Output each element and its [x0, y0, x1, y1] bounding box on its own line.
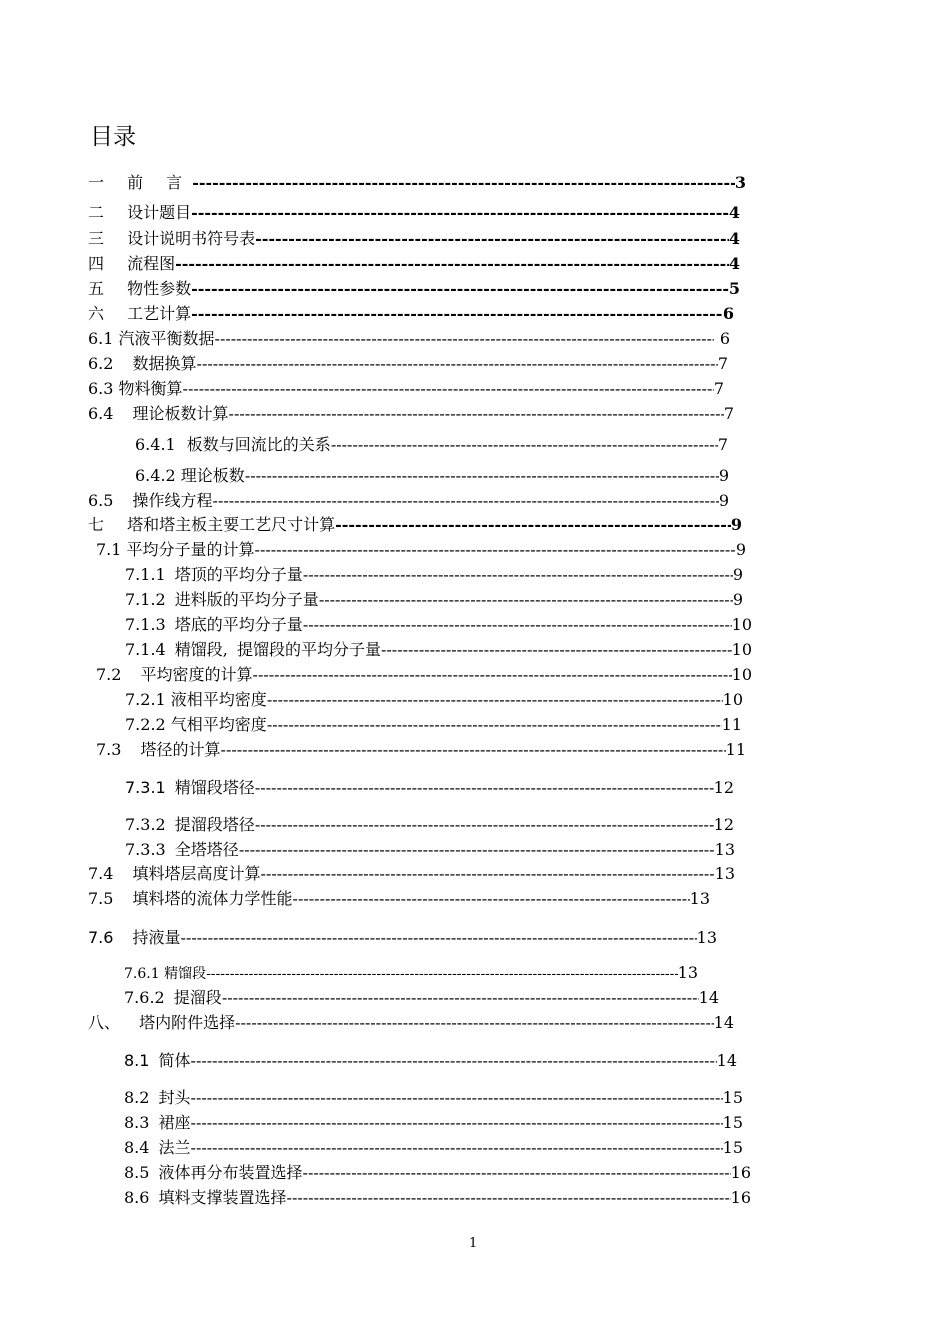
- toc-entry-label: 7.2 平均密度的计算: [96, 665, 253, 684]
- toc-page-number: 4: [728, 229, 740, 248]
- toc-leader: [221, 740, 726, 760]
- toc-leader: [215, 329, 714, 349]
- page-number: 1: [469, 1236, 478, 1251]
- toc-entry-label: 五 物性参数: [88, 279, 192, 298]
- toc-entry-7-6-1[interactable]: [124, 963, 698, 985]
- toc-entry-7-3-3[interactable]: [125, 840, 735, 862]
- toc-entry-label: 6.2 数据换算: [88, 354, 197, 373]
- toc-entry-8-4[interactable]: [124, 1138, 743, 1160]
- toc-leader: [191, 279, 729, 299]
- page-title: 目录: [90, 124, 136, 150]
- toc-leader: [191, 203, 729, 223]
- toc-page-number: 11: [725, 740, 746, 759]
- toc-page-number: 15: [722, 1113, 743, 1132]
- toc-page-number: 9: [735, 540, 746, 559]
- toc-entry-label: 6.3 物料衡算: [88, 379, 183, 398]
- toc-entry-6-4-2[interactable]: [135, 466, 729, 488]
- toc-leader: [267, 690, 723, 710]
- toc-entry-label: 四 流程图: [88, 254, 176, 273]
- toc-entry-7-2[interactable]: [96, 665, 752, 687]
- toc-page-number: 14: [716, 1051, 737, 1070]
- toc-entry-label: 7.2.2 气相平均密度: [125, 715, 267, 734]
- toc-entry-8-2[interactable]: [124, 1088, 743, 1110]
- toc-leader: [239, 840, 715, 860]
- toc-page-number: 4: [728, 254, 740, 273]
- toc-entry-7-2-2[interactable]: [125, 715, 742, 737]
- toc-entry-label: 8.1 简体: [124, 1051, 191, 1070]
- toc-entry-label: 一 前 言: [88, 173, 183, 192]
- toc-entry-8-6[interactable]: [124, 1188, 751, 1210]
- toc-entry-label: 7.1.2 进料版的平均分子量: [125, 590, 319, 609]
- toc-entry-design-topic[interactable]: [88, 203, 740, 225]
- toc-leader: [183, 379, 714, 399]
- toc-page-number: 14: [698, 988, 719, 1007]
- toc-entry-label: 7.6.2 提溜段: [124, 988, 222, 1007]
- toc-entry-6-1[interactable]: [88, 329, 730, 351]
- toc-leader: [261, 864, 715, 884]
- toc-entry-label: 8.4 法兰: [124, 1138, 191, 1157]
- toc-leader: [235, 1013, 714, 1033]
- toc-entry-7-1[interactable]: [96, 540, 746, 562]
- toc-entry-label: 二 设计题目: [88, 203, 192, 222]
- toc-leader: [253, 665, 732, 685]
- toc-entry-7-1-2[interactable]: [125, 590, 743, 612]
- toc-entry-chapter-7[interactable]: [88, 515, 742, 537]
- toc-entry-6-3[interactable]: [88, 379, 724, 401]
- toc-entry-label: 八、 塔内附件选择: [88, 1013, 236, 1032]
- toc-entry-label: 7.6.1 精馏段: [124, 966, 207, 982]
- toc-page-number: 7: [717, 354, 728, 373]
- toc-entry-label: 7.1.4 精馏段, 提馏段的平均分子量: [125, 640, 381, 659]
- toc-entry-6-4[interactable]: [88, 404, 734, 426]
- toc-leader: [303, 565, 733, 585]
- toc-leader: [303, 1163, 731, 1183]
- toc-entry-label: 7.1.3 塔底的平均分子量: [125, 615, 303, 634]
- toc-entry-7-3[interactable]: [96, 740, 746, 762]
- toc-page-number: 12: [713, 815, 734, 834]
- toc-entry-label: 8.5 液体再分布装置选择: [124, 1163, 303, 1182]
- toc-page-number: 13: [714, 864, 735, 883]
- toc-entry-7-5[interactable]: [88, 889, 710, 911]
- toc-page-number: 13: [677, 963, 698, 982]
- toc-entry-7-3-2[interactable]: [125, 815, 734, 837]
- toc-entry-label: 7.6 持液量: [88, 928, 181, 947]
- toc-entry-8-3[interactable]: [124, 1113, 743, 1135]
- toc-page-number: 16: [730, 1163, 751, 1182]
- toc-page-number: 9: [718, 466, 729, 485]
- toc-page-number: 9: [730, 515, 742, 534]
- toc-entry-label: 三 设计说明书符号表: [88, 229, 256, 248]
- toc-entry-label: 8.3 裙座: [124, 1113, 191, 1132]
- toc-leader: [245, 466, 719, 486]
- toc-leader: [191, 1088, 723, 1108]
- toc-page-number: 13: [696, 928, 717, 947]
- toc-entry-label: 7.2.1 液相平均密度: [125, 690, 267, 709]
- toc-leader: [255, 229, 729, 249]
- toc-leader: [191, 1051, 717, 1071]
- toc-entry-label: 7.1.1 塔顶的平均分子量: [125, 565, 303, 584]
- toc-page-number: 7: [713, 379, 724, 398]
- toc-entry-label: 7.3.3 全塔塔径: [125, 840, 239, 859]
- toc-page-number: 6: [722, 304, 734, 323]
- toc-leader: [303, 615, 732, 635]
- toc-entry-label: 七 塔和塔主板主要工艺尺寸计算: [88, 515, 336, 534]
- toc-entry-label: 8.6 填料支撑装置选择: [124, 1188, 287, 1207]
- toc-entry-label: 7.5 填料塔的流体力学性能: [88, 889, 293, 908]
- toc-entry-7-6[interactable]: [88, 928, 717, 950]
- toc-leader: [267, 715, 722, 735]
- toc-entry-physical-params[interactable]: [88, 279, 740, 301]
- toc-page-number: 6: [719, 329, 730, 348]
- toc-entry-label: 6.4.1 板数与回流比的关系: [135, 435, 331, 454]
- toc-page-number: 7: [717, 435, 728, 454]
- toc-leader: [287, 1188, 731, 1208]
- toc-entry-7-4[interactable]: [88, 864, 735, 886]
- toc-leader: [255, 778, 714, 798]
- toc-leader: [197, 354, 718, 374]
- toc-page-number: 9: [718, 491, 729, 510]
- toc-entry-label: 7.3.2 提溜段塔径: [125, 815, 255, 834]
- toc-page-number: 11: [721, 715, 742, 734]
- toc-entry-6-5[interactable]: [88, 491, 729, 513]
- toc-leader: [229, 404, 724, 424]
- toc-page-number: 12: [713, 778, 734, 797]
- toc-entry-label: 6.5 操作线方程: [88, 491, 213, 510]
- toc-leader: [335, 515, 731, 535]
- toc-entry-chapter-8[interactable]: [88, 1013, 734, 1035]
- toc-entry-label: 6.1 汽液平衡数据: [88, 329, 215, 348]
- toc-page-number: 16: [730, 1188, 751, 1207]
- toc-leader: [319, 590, 733, 610]
- toc-entry-flowchart[interactable]: [88, 254, 740, 276]
- toc-leader: [255, 815, 714, 835]
- toc-entry-label: 7.4 填料塔层高度计算: [88, 864, 261, 883]
- toc-leader: [191, 1138, 723, 1158]
- toc-entry-label: 7.1 平均分子量的计算: [96, 540, 255, 559]
- toc-page-number: 5: [728, 279, 740, 298]
- toc-leader: [331, 435, 718, 455]
- toc-page-number: 15: [722, 1138, 743, 1157]
- toc-entry-8-5[interactable]: [124, 1163, 751, 1185]
- toc-entry-7-3-1[interactable]: [125, 778, 734, 800]
- toc-leader: [181, 928, 697, 948]
- toc-entry-7-2-1[interactable]: [125, 690, 743, 712]
- toc-page-number: 3: [734, 173, 746, 192]
- toc-leader: [191, 1113, 723, 1133]
- toc-entry-label: 6.4.2 理论板数: [135, 466, 245, 485]
- toc-entry-7-1-4[interactable]: [125, 640, 752, 662]
- toc-entry-6-4-1[interactable]: [135, 435, 728, 457]
- toc-entry-label: 6.4 理论板数计算: [88, 404, 229, 423]
- toc-leader: [175, 254, 729, 274]
- toc-page-number: 15: [722, 1088, 743, 1107]
- toc-entry-preface[interactable]: [88, 173, 746, 195]
- toc-leader: [192, 173, 735, 193]
- toc-entry-7-1-3[interactable]: [125, 615, 752, 637]
- toc-entry-symbol-table[interactable]: [88, 229, 740, 251]
- toc-page-number: 10: [731, 615, 752, 634]
- toc-page-number: 9: [732, 590, 743, 609]
- toc-entry-6-2[interactable]: [88, 354, 728, 376]
- toc-page-number: 14: [713, 1013, 734, 1032]
- toc-entry-8-1[interactable]: [124, 1051, 737, 1073]
- toc-entry-process-calc[interactable]: [88, 304, 734, 326]
- toc-entry-label: 六 工艺计算: [88, 304, 192, 323]
- toc-leader: [381, 640, 732, 660]
- toc-page-number: 13: [714, 840, 735, 859]
- toc-entry-7-6-2[interactable]: [124, 988, 719, 1010]
- toc-page-number: 13: [689, 889, 710, 908]
- toc-page-number: 7: [723, 404, 734, 423]
- toc-leader: [222, 988, 699, 1008]
- toc-leader: [293, 889, 690, 909]
- toc-page-number: 9: [732, 565, 743, 584]
- toc-leader: [206, 964, 678, 984]
- toc-entry-7-1-1[interactable]: [125, 565, 743, 587]
- toc-page-number: 10: [722, 690, 743, 709]
- toc-leader: [213, 491, 719, 511]
- toc-leader: [191, 304, 723, 324]
- toc-entry-label: 7.3.1 精馏段塔径: [125, 778, 255, 797]
- toc-page-number: 10: [731, 665, 752, 684]
- toc-entry-label: 8.2 封头: [124, 1088, 191, 1107]
- toc-entry-label: 7.3 塔径的计算: [96, 740, 221, 759]
- toc-page-number: 4: [728, 203, 740, 222]
- toc-page-number: 10: [731, 640, 752, 659]
- toc-leader: [255, 540, 736, 560]
